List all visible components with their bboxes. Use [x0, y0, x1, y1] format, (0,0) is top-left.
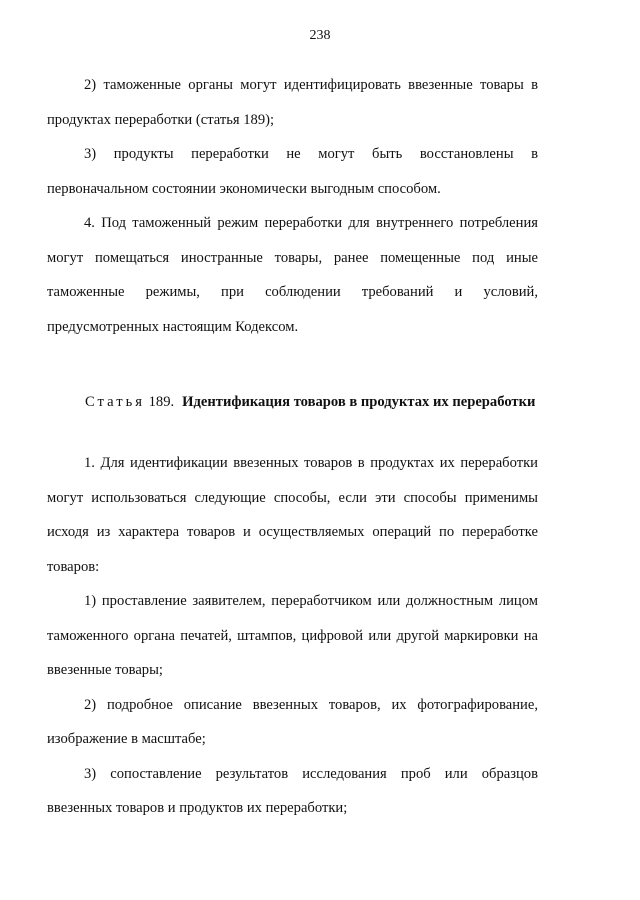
paragraph: 3) продукты переработки не могут быть восстановлены в первоначальном состоянии экономически выгодным способом. [47, 146, 538, 197]
intro-text-block [47, 68, 538, 344]
paragraph: 1) проставление заявителем, переработчиком или должностным лицом таможенного органа печатей, штампов, цифровой или другой маркировки на ввезенные товары; [47, 593, 538, 678]
article-number: 189. [148, 394, 175, 410]
article-heading [85, 393, 538, 412]
page-number: 238 [309, 28, 331, 43]
article-title: Идентификация товаров в продуктах их переработки [182, 394, 536, 410]
paragraph: 2) таможенные органы могут идентифицировать ввезенные товары в продуктах переработки (статья 189); [47, 77, 538, 128]
paragraph: 4. Под таможенный режим переработки для внутреннего потребления могут помещаться иностранные товары, ранее помещенные под иные таможенные режимы, при соблюдении требований и условий, предусмотренных настоящим Кодексом. [47, 215, 538, 335]
article-label-word: Статья [85, 394, 145, 410]
paragraph: 2) подробное описание ввезенных товаров, их фотографирование, изображение в масштабе; [47, 696, 538, 747]
article-text-block [47, 446, 538, 826]
paragraph: 1. Для идентификации ввезенных товаров в продуктах их переработки могут использоваться следующие способы, если эти способы применимы исходя из характера товаров и осуществляемых операций по переработке товаров: [47, 455, 538, 575]
paragraph: 3) сопоставление результатов исследования проб или образцов ввезенных товаров и продуктов их переработки; [47, 765, 538, 816]
article-label [85, 393, 174, 412]
